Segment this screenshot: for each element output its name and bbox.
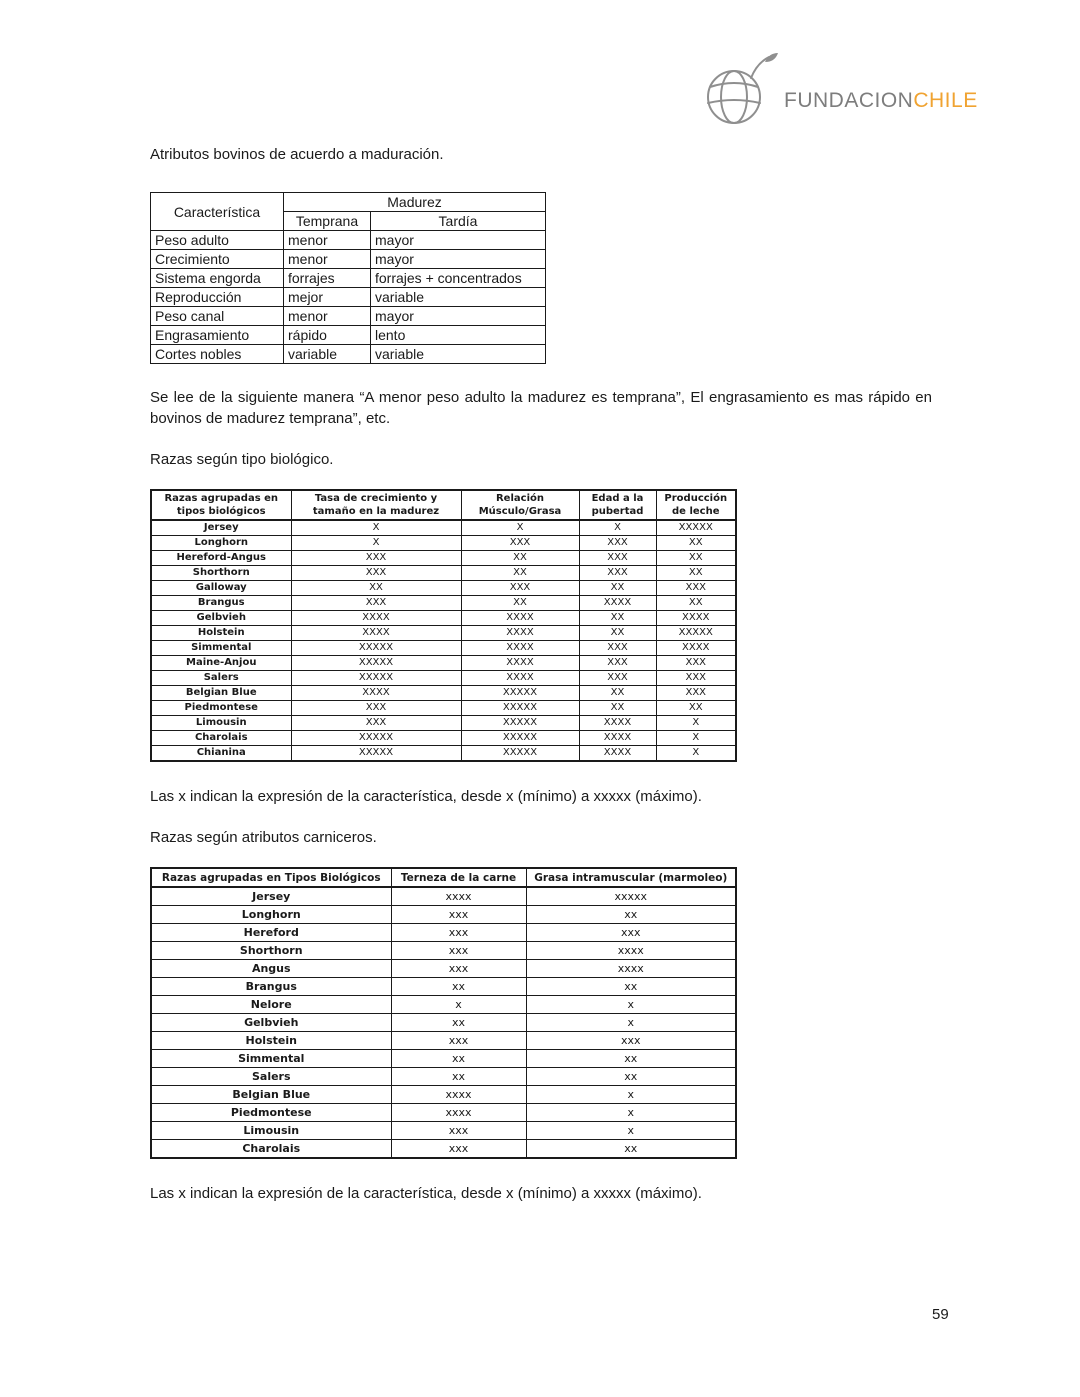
row-label-cell: Peso canal — [151, 307, 284, 326]
value-cell: XXXXX — [656, 626, 736, 641]
value-cell: xxx — [526, 1032, 736, 1050]
row-label-cell: Cortes nobles — [151, 345, 284, 364]
row-label-cell: Holstein — [151, 626, 291, 641]
value-cell: XXXX — [579, 731, 656, 746]
table-row — [151, 686, 736, 701]
value-cell: xx — [391, 1050, 526, 1068]
row-label-cell: Belgian Blue — [151, 686, 291, 701]
globe-icon — [700, 50, 780, 126]
value-cell: X — [656, 716, 736, 731]
value-cell: menor — [284, 250, 371, 269]
value-cell: xxxx — [391, 1104, 526, 1122]
table-row — [151, 906, 736, 924]
value-cell: XXXX — [579, 746, 656, 762]
row-label-cell: Galloway — [151, 581, 291, 596]
row-label-cell: Peso adulto — [151, 231, 284, 250]
value-cell: XXXXX — [461, 686, 579, 701]
value-cell: x — [526, 1104, 736, 1122]
table-row — [151, 1068, 736, 1086]
value-cell: XXXXX — [291, 746, 461, 762]
value-cell: xx — [391, 978, 526, 996]
table-row — [151, 231, 546, 250]
column-header-produccion-leche: Producción de leche — [656, 490, 736, 520]
value-cell: XX — [656, 596, 736, 611]
value-cell: XXXX — [291, 611, 461, 626]
row-label-cell: Brangus — [151, 978, 391, 996]
value-cell: x — [526, 1014, 736, 1032]
value-cell: X — [461, 520, 579, 536]
value-cell: xx — [526, 1050, 736, 1068]
table-row — [151, 1140, 736, 1159]
table-row — [151, 1050, 736, 1068]
column-header-razas-tipos-biologicos: Razas agrupadas en Tipos Biológicos — [151, 868, 391, 887]
value-cell: XXXX — [461, 656, 579, 671]
value-cell: XXX — [461, 536, 579, 551]
row-label-cell: Nelore — [151, 996, 391, 1014]
table-row — [151, 656, 736, 671]
value-cell: XXXXX — [461, 746, 579, 762]
row-label-cell: Longhorn — [151, 536, 291, 551]
value-cell: XX — [461, 596, 579, 611]
row-label-cell: Salers — [151, 1068, 391, 1086]
value-cell: XX — [461, 566, 579, 581]
value-cell: XXX — [656, 581, 736, 596]
value-cell: XXX — [579, 656, 656, 671]
value-cell: XXX — [579, 566, 656, 581]
value-cell: XXX — [291, 716, 461, 731]
table-header-row — [151, 193, 546, 212]
value-cell: XXX — [291, 551, 461, 566]
row-label-cell: Piedmontese — [151, 1104, 391, 1122]
value-cell: menor — [284, 231, 371, 250]
table-row — [151, 288, 546, 307]
value-cell: X — [579, 520, 656, 536]
section-heading-butcher-attributes: Razas según atributos carniceros. — [150, 829, 377, 846]
table-row — [151, 626, 736, 641]
value-cell: XXX — [579, 671, 656, 686]
row-label-cell: Limousin — [151, 1122, 391, 1140]
value-cell: XXXXX — [461, 731, 579, 746]
section-heading-biological-types: Razas según tipo biológico. — [150, 451, 334, 468]
value-cell: variable — [284, 345, 371, 364]
value-cell: xxx — [391, 942, 526, 960]
value-cell: XX — [656, 551, 736, 566]
value-cell: lento — [371, 326, 546, 345]
value-cell: xxx — [391, 1122, 526, 1140]
value-cell: XX — [656, 701, 736, 716]
value-cell: XX — [656, 566, 736, 581]
butcher-attributes-table — [150, 867, 737, 1159]
row-label-cell: Simmental — [151, 641, 291, 656]
row-label-cell: Belgian Blue — [151, 1086, 391, 1104]
row-label-cell: Charolais — [151, 1140, 391, 1159]
table-row — [151, 596, 736, 611]
value-cell: xx — [391, 1014, 526, 1032]
row-label-cell: Jersey — [151, 520, 291, 536]
value-cell: XXXXX — [291, 641, 461, 656]
row-label-cell: Gelbvieh — [151, 1014, 391, 1032]
fundacion-chile-logo — [700, 50, 978, 126]
value-cell: xxx — [391, 906, 526, 924]
row-label-cell: Holstein — [151, 1032, 391, 1050]
value-cell: XX — [579, 626, 656, 641]
value-cell: X — [656, 731, 736, 746]
value-cell: xxx — [391, 1140, 526, 1159]
value-cell: xx — [391, 1068, 526, 1086]
table-row — [151, 1122, 736, 1140]
table-row — [151, 611, 736, 626]
value-cell: XXX — [579, 551, 656, 566]
table-row — [151, 701, 736, 716]
value-cell: xxxxx — [526, 887, 736, 906]
row-label-cell: Gelbvieh — [151, 611, 291, 626]
table-row — [151, 1086, 736, 1104]
value-cell: xxxx — [526, 960, 736, 978]
logo-text — [780, 89, 978, 126]
value-cell: xxx — [391, 960, 526, 978]
value-cell: xxx — [526, 924, 736, 942]
table-row — [151, 716, 736, 731]
value-cell: x — [391, 996, 526, 1014]
value-cell: XX — [579, 686, 656, 701]
value-cell: XXXXX — [291, 656, 461, 671]
x-scale-note: Las x indican la expresión de la característica, desde x (mínimo) a xxxxx (máximo). — [150, 788, 702, 805]
table-row — [151, 566, 736, 581]
table-row — [151, 536, 736, 551]
row-label-cell: Shorthorn — [151, 566, 291, 581]
value-cell: X — [291, 536, 461, 551]
value-cell: XXXXX — [291, 671, 461, 686]
value-cell: XXX — [291, 566, 461, 581]
value-cell: x — [526, 1122, 736, 1140]
row-label-cell: Hereford — [151, 924, 391, 942]
value-cell: XXX — [656, 656, 736, 671]
column-header-relacion-musculo-grasa: Relación Músculo/Grasa — [461, 490, 579, 520]
column-header-temprana: Temprana — [284, 212, 371, 231]
row-label-cell: Jersey — [151, 887, 391, 906]
value-cell: XXXXX — [656, 520, 736, 536]
value-cell: XXXX — [291, 626, 461, 641]
value-cell: XXXX — [291, 686, 461, 701]
row-label-cell: Charolais — [151, 731, 291, 746]
value-cell: xx — [526, 906, 736, 924]
value-cell: XXX — [656, 671, 736, 686]
row-label-cell: Shorthorn — [151, 942, 391, 960]
table-row — [151, 924, 736, 942]
row-label-cell: Salers — [151, 671, 291, 686]
logo-text-fundacion: FUNDACION — [784, 89, 914, 112]
value-cell: mejor — [284, 288, 371, 307]
column-header-tasa-crecimiento: Tasa de crecimiento y tamaño en la madurez — [291, 490, 461, 520]
value-cell: forrajes + concentrados — [371, 269, 546, 288]
table-row — [151, 326, 546, 345]
column-header-razas: Razas agrupadas en tipos biológicos — [151, 490, 291, 520]
logo-text-chile: CHILE — [913, 89, 978, 112]
value-cell: XXXX — [461, 671, 579, 686]
value-cell: XXX — [656, 686, 736, 701]
column-header-grasa-intramuscular: Grasa intramuscular (marmoleo) — [526, 868, 736, 887]
value-cell: XXXXX — [461, 701, 579, 716]
table-header-row — [151, 490, 736, 520]
value-cell: xx — [526, 978, 736, 996]
value-cell: XXX — [291, 596, 461, 611]
value-cell: XX — [291, 581, 461, 596]
table-row — [151, 731, 736, 746]
table-row — [151, 887, 736, 906]
row-label-cell: Brangus — [151, 596, 291, 611]
value-cell: xxxx — [391, 1086, 526, 1104]
value-cell: XX — [656, 536, 736, 551]
value-cell: XXX — [291, 701, 461, 716]
value-cell: xx — [526, 1068, 736, 1086]
value-cell: XXXX — [579, 596, 656, 611]
column-header-terneza: Terneza de la carne — [391, 868, 526, 887]
column-header-tardia: Tardía — [371, 212, 546, 231]
value-cell: XXX — [461, 581, 579, 596]
value-cell: menor — [284, 307, 371, 326]
value-cell: forrajes — [284, 269, 371, 288]
value-cell: X — [291, 520, 461, 536]
row-label-cell: Piedmontese — [151, 701, 291, 716]
value-cell: XX — [461, 551, 579, 566]
value-cell: XX — [579, 611, 656, 626]
value-cell: variable — [371, 288, 546, 307]
value-cell: variable — [371, 345, 546, 364]
value-cell: xx — [526, 1140, 736, 1159]
table-row — [151, 269, 546, 288]
row-label-cell: Angus — [151, 960, 391, 978]
table-row — [151, 345, 546, 364]
row-label-cell: Simmental — [151, 1050, 391, 1068]
table-row — [151, 1104, 736, 1122]
table-row — [151, 1014, 736, 1032]
table-row — [151, 250, 546, 269]
value-cell: XX — [579, 581, 656, 596]
table-row — [151, 581, 736, 596]
value-cell: XXXXX — [291, 731, 461, 746]
value-cell: mayor — [371, 231, 546, 250]
maturity-attributes-table — [150, 192, 546, 364]
row-label-cell: Chianina — [151, 746, 291, 762]
value-cell: mayor — [371, 307, 546, 326]
table-row — [151, 978, 736, 996]
table-row — [151, 1032, 736, 1050]
row-label-cell: Sistema engorda — [151, 269, 284, 288]
value-cell: XXXXX — [461, 716, 579, 731]
value-cell: XXXX — [656, 641, 736, 656]
table-row — [151, 551, 736, 566]
column-header-edad-pubertad: Edad a la pubertad — [579, 490, 656, 520]
column-header-madurez: Madurez — [284, 193, 546, 212]
table-row — [151, 942, 736, 960]
row-label-cell: Longhorn — [151, 906, 391, 924]
table-row — [151, 641, 736, 656]
table-row — [151, 520, 736, 536]
value-cell: rápido — [284, 326, 371, 345]
page-title: Atributos bovinos de acuerdo a maduración. — [150, 146, 444, 163]
value-cell: X — [656, 746, 736, 762]
row-label-cell: Maine-Anjou — [151, 656, 291, 671]
row-label-cell: Reproducción — [151, 288, 284, 307]
x-scale-note: Las x indican la expresión de la característica, desde x (mínimo) a xxxxx (máximo). — [150, 1185, 702, 1202]
value-cell: XXX — [579, 536, 656, 551]
page-content — [150, 145, 932, 1204]
table-row — [151, 996, 736, 1014]
value-cell: XXXX — [579, 716, 656, 731]
explanation-paragraph: Se lee de la siguiente manera “A menor peso adulto la madurez es temprana”, El engrasamiento es mas rápido en bovinos de madurez temprana”, etc. — [150, 389, 932, 427]
table-row — [151, 671, 736, 686]
table-header-row — [151, 868, 736, 887]
value-cell: x — [526, 1086, 736, 1104]
page-number: 59 — [932, 1306, 949, 1323]
value-cell: xxxx — [526, 942, 736, 960]
value-cell: XXXX — [461, 641, 579, 656]
value-cell: xxxx — [391, 887, 526, 906]
value-cell: xxx — [391, 924, 526, 942]
value-cell: XX — [579, 701, 656, 716]
table-row — [151, 307, 546, 326]
row-label-cell: Hereford-Angus — [151, 551, 291, 566]
row-label-cell: Engrasamiento — [151, 326, 284, 345]
value-cell: xxx — [391, 1032, 526, 1050]
value-cell: XXX — [579, 641, 656, 656]
value-cell: x — [526, 996, 736, 1014]
value-cell: XXXX — [656, 611, 736, 626]
biological-types-table — [150, 489, 737, 762]
row-label-cell: Crecimiento — [151, 250, 284, 269]
value-cell: XXXX — [461, 626, 579, 641]
value-cell: mayor — [371, 250, 546, 269]
value-cell: XXXX — [461, 611, 579, 626]
row-label-cell: Limousin — [151, 716, 291, 731]
table-row — [151, 960, 736, 978]
column-header-caracteristica: Característica — [151, 193, 284, 231]
table-row — [151, 746, 736, 762]
